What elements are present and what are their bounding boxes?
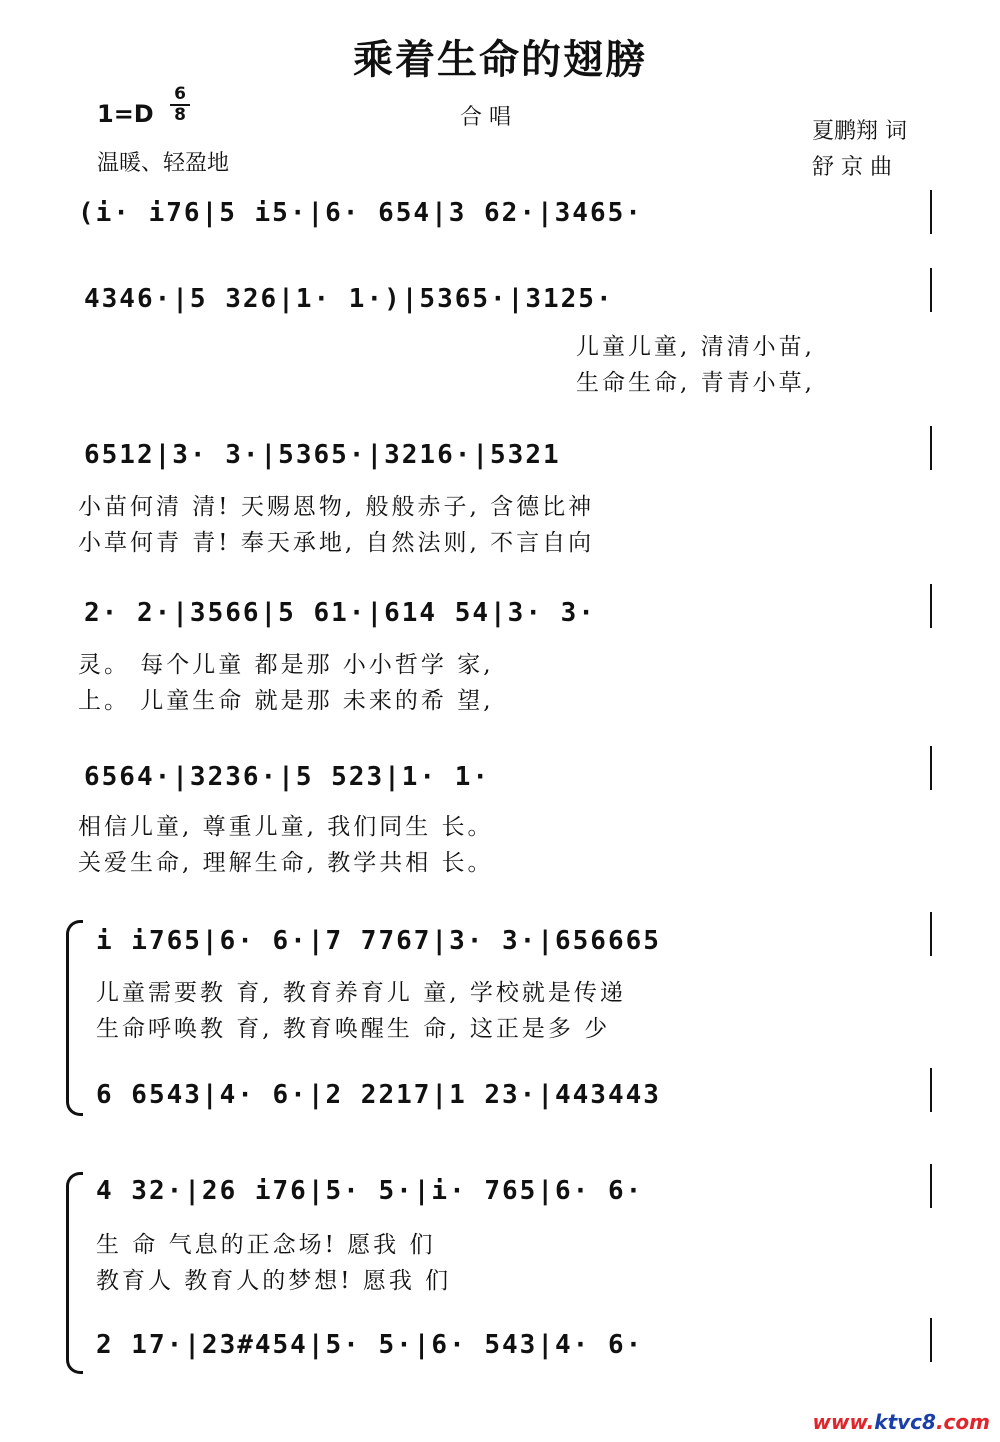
expression-mark: 温暖、轻盈地 bbox=[97, 151, 230, 176]
performance-form: 合 唱 bbox=[460, 105, 511, 130]
notation-line-upper: i i765|6· 6·|7 7767|3· 3·|656665 bbox=[96, 926, 661, 956]
lyrics-verse-2: 小草何青 青! 奉天承地, 自然法则, 不言自向 bbox=[78, 530, 595, 556]
notation-line-lower: 6 6543|4· 6·|2 2217|1 23·|443443 bbox=[96, 1080, 661, 1110]
notation-line: 2· 2·|3566|5 61·|614 54|3· 3· bbox=[84, 598, 596, 628]
barline bbox=[930, 268, 932, 312]
system-brace bbox=[66, 1172, 83, 1374]
lyrics-verse-2: 生命生命, 青青小草, bbox=[576, 370, 815, 396]
key-signature: 1=D bbox=[97, 100, 154, 128]
lyrics-verse-1: 生 命 气息的正念场! 愿我 们 bbox=[96, 1232, 436, 1258]
final-barline bbox=[930, 190, 932, 234]
notation-line: 6512|3· 3·|5365·|3216·|5321 bbox=[84, 440, 561, 470]
composer-credit: 舒 京 曲 bbox=[812, 155, 892, 180]
lyrics-verse-1: 灵。 每个儿童 都是那 小小哲学 家, bbox=[78, 652, 494, 678]
time-signature-bottom: 8 bbox=[174, 105, 186, 125]
barline bbox=[930, 746, 932, 790]
notation-line: (i· i76|5 i5·|6· 654|3 62·|3465· bbox=[78, 198, 643, 228]
site-watermark bbox=[813, 1410, 990, 1434]
watermark-brand: ktvc8 bbox=[874, 1410, 936, 1434]
system-brace bbox=[66, 920, 83, 1116]
barline bbox=[930, 912, 932, 956]
lyricist-credit: 夏鹏翔 词 bbox=[812, 119, 907, 144]
lyrics-verse-1: 小苗何清 清! 天赐恩物, 般般赤子, 含德比神 bbox=[78, 494, 595, 520]
watermark-suffix: .com bbox=[935, 1410, 990, 1434]
lyrics-verse-1: 儿童需要教 育, 教育养育儿 童, 学校就是传递 bbox=[96, 980, 626, 1006]
song-title: 乘着生命的翅膀 bbox=[353, 36, 647, 83]
barline bbox=[930, 1164, 932, 1208]
lyrics-verse-2: 教育人 教育人的梦想! 愿我 们 bbox=[96, 1268, 452, 1294]
notation-line-lower: 2 17·|23#454|5· 5·|6· 543|4· 6· bbox=[96, 1330, 644, 1360]
barline bbox=[930, 426, 932, 470]
barline bbox=[930, 1068, 932, 1112]
lyrics-verse-1: 相信儿童, 尊重儿童, 我们同生 长。 bbox=[78, 814, 494, 840]
time-signature bbox=[170, 86, 190, 124]
watermark-prefix: www. bbox=[812, 1410, 875, 1434]
lyrics-verse-2: 生命呼唤教 育, 教育唤醒生 命, 这正是多 少 bbox=[96, 1016, 611, 1042]
notation-line: 6564·|3236·|5 523|1· 1· bbox=[84, 762, 491, 792]
lyrics-verse-2: 关爱生命, 理解生命, 教学共相 长。 bbox=[78, 850, 494, 876]
lyrics-verse-2: 上。 儿童生命 就是那 未来的希 望, bbox=[78, 688, 494, 714]
notation-line: 4346·|5 326|1· 1·)|5365·|3125· bbox=[84, 284, 614, 314]
barline bbox=[930, 584, 932, 628]
barline bbox=[930, 1318, 932, 1362]
lyrics-verse-1: 儿童儿童, 清清小苗, bbox=[576, 334, 815, 360]
time-signature-top: 6 bbox=[174, 84, 186, 104]
notation-line-upper: 4 32·|26 i76|5· 5·|i· 765|6· 6· bbox=[96, 1176, 644, 1206]
